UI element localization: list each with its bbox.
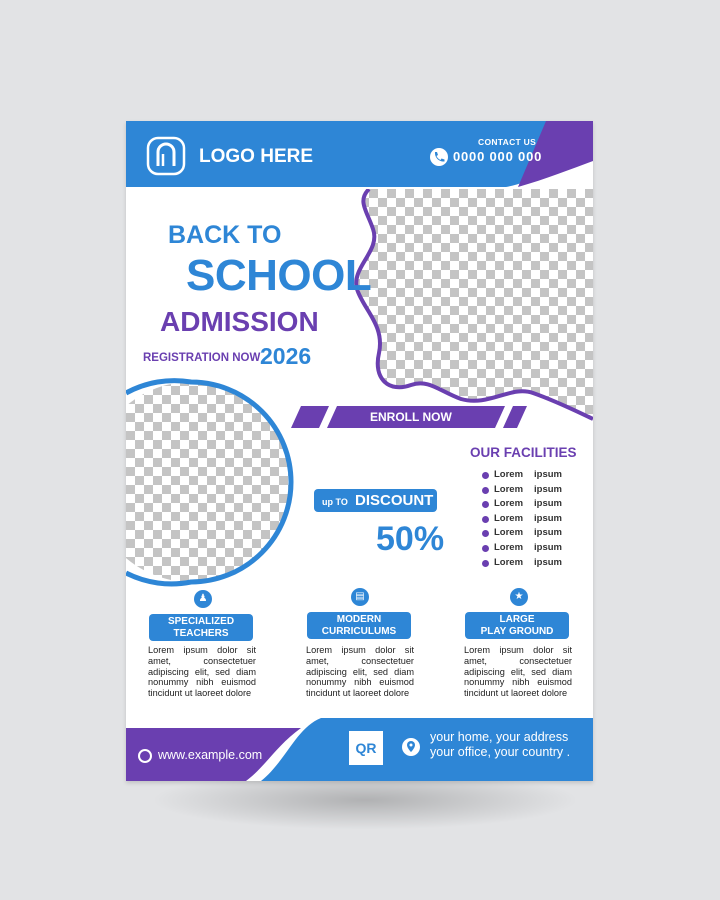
flyer: [126, 121, 593, 781]
logo-text: LOGO HERE: [199, 146, 314, 167]
teacher-icon: ♟: [194, 590, 212, 608]
qr-code: QR: [349, 731, 383, 765]
registration-year: 2026: [260, 343, 312, 369]
photo-placeholder-circle: [126, 377, 301, 592]
headline-back-to: BACK TO: [168, 221, 282, 249]
phone-number: 0000 000 000: [453, 149, 543, 164]
address-line-1: your home, your address: [430, 730, 569, 744]
facility-item: Lorem ipsum: [482, 527, 523, 542]
globe-icon: [138, 749, 152, 763]
phone-icon: [430, 148, 448, 166]
feature-pill-teachers: SPECIALIZED TEACHERS: [149, 614, 253, 641]
photo-placeholder-top: [351, 189, 593, 421]
document-icon: ▤: [351, 588, 369, 606]
feature-text-teachers: Lorem ipsum dolor sit amet, consectetuer adipiscing elit, sed diam nonummy nibh euismod tincidunt ut laoreet dolore: [148, 645, 256, 699]
facility-item: Lorem ipsum: [482, 542, 523, 557]
discount-value: 50%: [376, 520, 445, 558]
facilities-title: OUR FACILITIES: [470, 445, 577, 460]
facility-item: Lorem ipsum: [482, 498, 523, 513]
headline-admission: ADMISSION: [160, 306, 319, 337]
feature-pill-curriculums: MODERN CURRICULUMS: [307, 612, 411, 639]
facility-item: Lorem ipsum: [482, 513, 523, 528]
facilities-list: [482, 469, 562, 571]
address-line-2: your office, your country .: [430, 745, 571, 759]
discount-prefix: up TO: [322, 497, 348, 507]
enroll-now-button[interactable]: ENROLL NOW: [370, 410, 452, 424]
feature-pill-playground: LARGE PLAY GROUND: [465, 612, 569, 639]
facility-item: Lorem ipsum: [482, 484, 523, 499]
website-link[interactable]: www.example.com: [158, 748, 263, 762]
logo-icon: [146, 136, 186, 176]
facility-item: Lorem ipsum: [482, 469, 523, 484]
location-pin-icon: [402, 738, 420, 756]
feature-text-playground: Lorem ipsum dolor sit amet, consectetuer adipiscing elit, sed diam nonummy nibh euismod tincidunt ut laoreet dolore: [464, 645, 572, 699]
discount-label: DISCOUNT: [355, 492, 434, 509]
runner-icon: ★: [510, 588, 528, 606]
feature-text-curriculums: Lorem ipsum dolor sit amet, consectetuer adipiscing elit, sed diam nonummy nibh euismod tincidunt ut laoreet dolore: [306, 645, 414, 699]
contact-label: CONTACT US: [478, 137, 537, 147]
registration-label: REGISTRATION NOW: [143, 352, 261, 364]
headline-school: SCHOOL: [186, 251, 372, 300]
facility-item: Lorem ipsum: [482, 557, 523, 572]
